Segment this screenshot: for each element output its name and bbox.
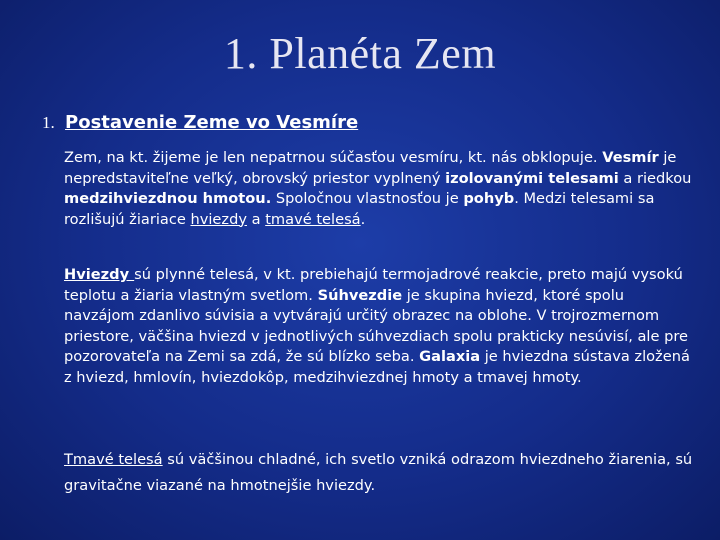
p1-text-6: a [246, 210, 266, 228]
paragraph-universe [64, 148, 694, 230]
term-tmave-telesa: tmavé telesá [265, 210, 361, 228]
p1-text-4: Spoločnou vlastnosťou je [271, 190, 464, 207]
term-tmave-telesa-heading: Tmavé telesá [64, 451, 163, 468]
paragraph-stars [64, 265, 694, 388]
slide-title: 1. Planéta Zem [223, 29, 497, 78]
p1-text-3: a riedkou [618, 169, 692, 187]
p1-text-2: je nepredstaviteľne veľký, obrovský priestor vyplnený [64, 149, 677, 187]
paragraph-dark-bodies [64, 447, 694, 499]
term-izolovane-telesa: izolovanými telesami [445, 169, 619, 187]
term-hviezdy-heading: Hviezdy [64, 266, 135, 283]
p1-text-5: . Medzi telesami sa rozlišujú žiariace [64, 190, 655, 228]
term-vesmir: Vesmír [602, 149, 659, 166]
section-number: 1. [42, 113, 55, 132]
section-label: Postavenie Zeme vo Vesmíre [65, 112, 359, 133]
term-pohyb: pohyb [463, 190, 515, 207]
section-heading [42, 112, 358, 133]
term-galaxia: Galaxia [419, 348, 481, 365]
term-suhvezdie: Súhvezdie [317, 286, 403, 304]
p1-text-1: Zem, na kt. žijeme je len nepatrnou súčasťou vesmíru, kt. nás obklopuje. [64, 149, 603, 166]
p1-text-7: . [360, 210, 366, 228]
p2-text-3: je hviezdna sústava zložená z hviezd, hmlovín, hviezdokôp, medzihviezdnej hmoty a tmavej hmoty. [64, 348, 690, 386]
p2-text-2: je skupina hviezd, ktoré spolu navzájom zdanlivo súvisia a vytvárajú určitý obrazec na oblohe. V trojrozmernom priestore, väčšina hviezd v jednotlivých súhvezdiach spolu prakticky nesúvisí, ale pre pozorovateľa na Zemi sa zdá, že sú blízko seba. [64, 286, 689, 365]
term-medzihviezdna-hmota: medzihviezdnou hmotou. [64, 190, 272, 207]
term-hviezdy: hviezdy [190, 210, 247, 228]
p2-text-1: sú plynné telesá, v kt. prebiehajú termojadrové reakcie, preto majú vysokú teplotu a žiaria vlastným svetlom. [64, 266, 683, 304]
p3-text-1: sú väčšinou chladné, ich svetlo vzniká odrazom hviezdneho žiarenia, sú gravitačne viazané na hmotnejšie hviezdy. [64, 451, 693, 494]
